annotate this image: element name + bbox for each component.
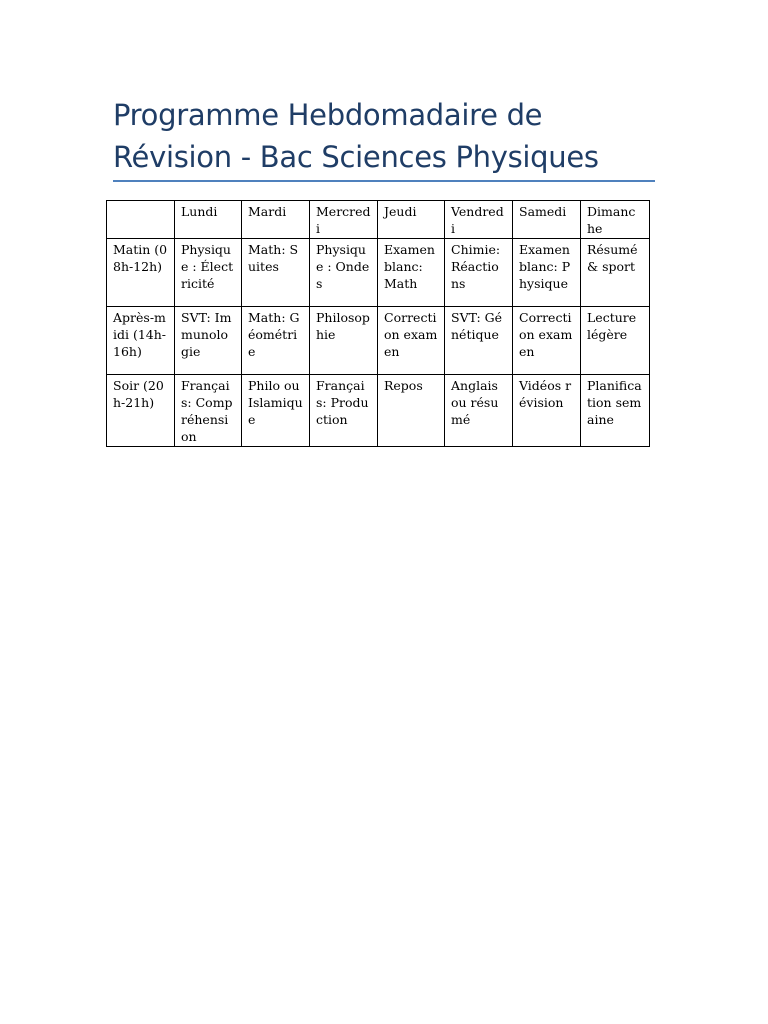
table-cell: Examen blanc: Math <box>378 239 445 307</box>
corner-cell <box>107 201 175 239</box>
table-cell: Planification semaine <box>581 375 650 447</box>
table-cell: Math: Suites <box>242 239 310 307</box>
row-label-evening: Soir (20h-21h) <box>107 375 175 447</box>
header-cell-friday: Vendredi <box>445 201 513 239</box>
table-row <box>107 239 650 307</box>
table-cell: Physique : Ondes <box>310 239 378 307</box>
table-cell: Philo ou Islamique <box>242 375 310 447</box>
document-title: Programme Hebdomadaire de Révision - Bac Sciences Physiques <box>113 98 599 174</box>
table-cell: Anglais ou résumé <box>445 375 513 447</box>
table-cell: Vidéos révision <box>513 375 581 447</box>
header-cell-sunday: Dimanche <box>581 201 650 239</box>
table-cell: Résumé & sport <box>581 239 650 307</box>
header-cell-saturday: Samedi <box>513 201 581 239</box>
table-row <box>107 375 650 447</box>
table-cell: Physique : Électricité <box>175 239 242 307</box>
table-cell: Correction examen <box>513 307 581 375</box>
table-cell: Chimie: Réactions <box>445 239 513 307</box>
title-underline <box>113 180 655 182</box>
table-cell: Français: Compréhension <box>175 375 242 447</box>
table-cell: Philosophie <box>310 307 378 375</box>
header-cell-thursday: Jeudi <box>378 201 445 239</box>
table-cell: Lecture légère <box>581 307 650 375</box>
table-header-row <box>107 201 650 239</box>
header-cell-wednesday: Mercredi <box>310 201 378 239</box>
table-cell: SVT: Génétique <box>445 307 513 375</box>
table-cell: Examen blanc: Physique <box>513 239 581 307</box>
table-cell: Français: Production <box>310 375 378 447</box>
table-cell: SVT: Immunologie <box>175 307 242 375</box>
header-cell-tuesday: Mardi <box>242 201 310 239</box>
header-cell-monday: Lundi <box>175 201 242 239</box>
table-cell: Correction examen <box>378 307 445 375</box>
table-cell: Math: Géométrie <box>242 307 310 375</box>
row-label-afternoon: Après-midi (14h-16h) <box>107 307 175 375</box>
table-cell: Repos <box>378 375 445 447</box>
revision-schedule-table <box>106 200 650 447</box>
row-label-morning: Matin (08h-12h) <box>107 239 175 307</box>
table-row <box>107 307 650 375</box>
